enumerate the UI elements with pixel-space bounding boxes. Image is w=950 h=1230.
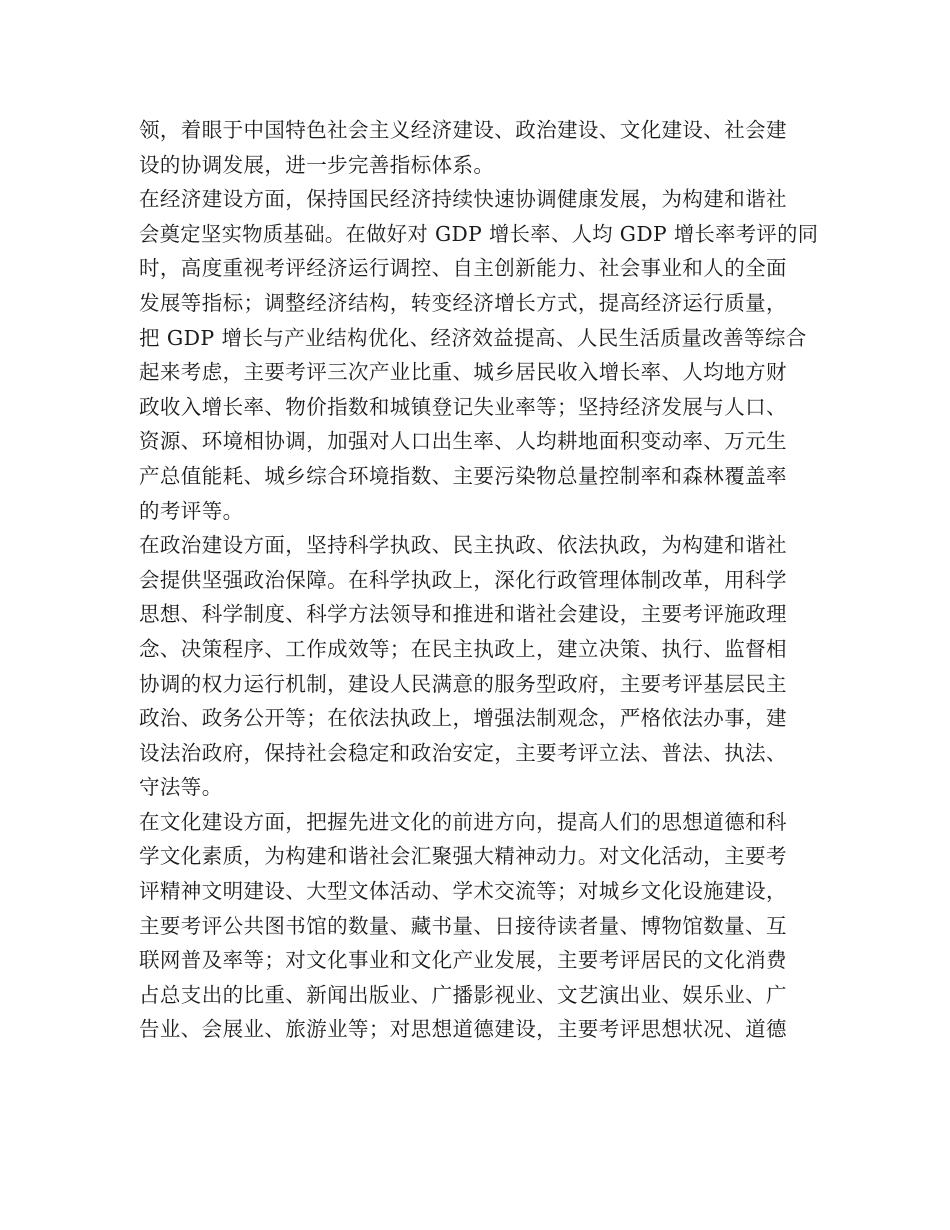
text-line: 领，着眼于中国特色社会主义经济建设、政治建设、文化建设、社会建 xyxy=(139,118,787,142)
text-line: 联网普及率等；对文化事业和文化产业发展，主要考评居民的文化消费 xyxy=(139,948,787,973)
text-line: 时，高度重视考评经济运行调控、自主创新能力、社会事业和人的全面 xyxy=(139,256,787,281)
text-line: 资源、环境相协调，加强对人口出生率、人均耕地面积变动率、万元生 xyxy=(139,429,787,454)
text-line: 念、决策程序、工作成效等；在民主执政上，建立决策、执行、监督相 xyxy=(139,636,787,661)
text-line: 学文化素质，为构建和谐社会汇聚强大精神动力。对文化活动，主要考 xyxy=(139,844,787,869)
text-line: 主要考评公共图书馆的数量、藏书量、日接待读者量、博物馆数量、互 xyxy=(139,913,787,938)
text-line: 发展等指标；调整经济结构，转变经济增长方式，提高经济运行质量， xyxy=(139,290,787,315)
text-line: 把 GDP 增长与产业结构优化、经济效益提高、人民生活质量改善等综合 xyxy=(139,325,807,350)
text-line: 评精神文明建设、大型文体活动、学术交流等；对城乡文化设施建设， xyxy=(139,879,787,904)
text-line: 在政治建设方面，坚持科学执政、民主执政、依法执政，为构建和谐社 xyxy=(139,533,787,558)
text-line: 起来考虑，主要考评三次产业比重、城乡居民收入增长率、人均地方财 xyxy=(139,360,787,385)
text-line: 占总支出的比重、新闻出版业、广播影视业、文艺演出业、娱乐业、广 xyxy=(139,982,787,1007)
text-line: 在文化建设方面，把握先进文化的前进方向，提高人们的思想道德和科 xyxy=(139,809,787,834)
text-line: 协调的权力运行机制，建设人民满意的服务型政府，主要考评基层民主 xyxy=(139,671,787,696)
text-line: 的考评等。 xyxy=(139,498,244,523)
text-line: 政治、政务公开等；在依法执政上，增强法制观念，严格依法办事，建 xyxy=(139,706,787,731)
text-line: 产总值能耗、城乡综合环境指数、主要污染物总量控制率和森林覆盖率 xyxy=(139,463,787,488)
text-line: 设法治政府，保持社会稳定和政治安定，主要考评立法、普法、执法、 xyxy=(139,740,787,765)
document-body xyxy=(139,113,819,1047)
text-line: 思想、科学制度、科学方法领导和推进和谐社会建设，主要考评施政理 xyxy=(139,602,787,627)
text-line: 在经济建设方面，保持国民经济持续快速协调健康发展，为构建和谐社 xyxy=(139,187,787,212)
text-line: 设的协调发展，进一步完善指标体系。 xyxy=(139,152,495,177)
text-line: 会提供坚强政治保障。在科学执政上，深化行政管理体制改革，用科学 xyxy=(139,567,787,592)
text-line: 守法等。 xyxy=(139,775,223,800)
text-line: 会奠定坚实物质基础。在做好对 GDP 增长率、人均 GDP 增长率考评的同 xyxy=(139,221,819,246)
text-line: 告业、会展业、旅游业等；对思想道德建设，主要考评思想状况、道德 xyxy=(139,1017,787,1042)
text-line: 政收入增长率、物价指数和城镇登记失业率等；坚持经济发展与人口、 xyxy=(139,394,787,419)
